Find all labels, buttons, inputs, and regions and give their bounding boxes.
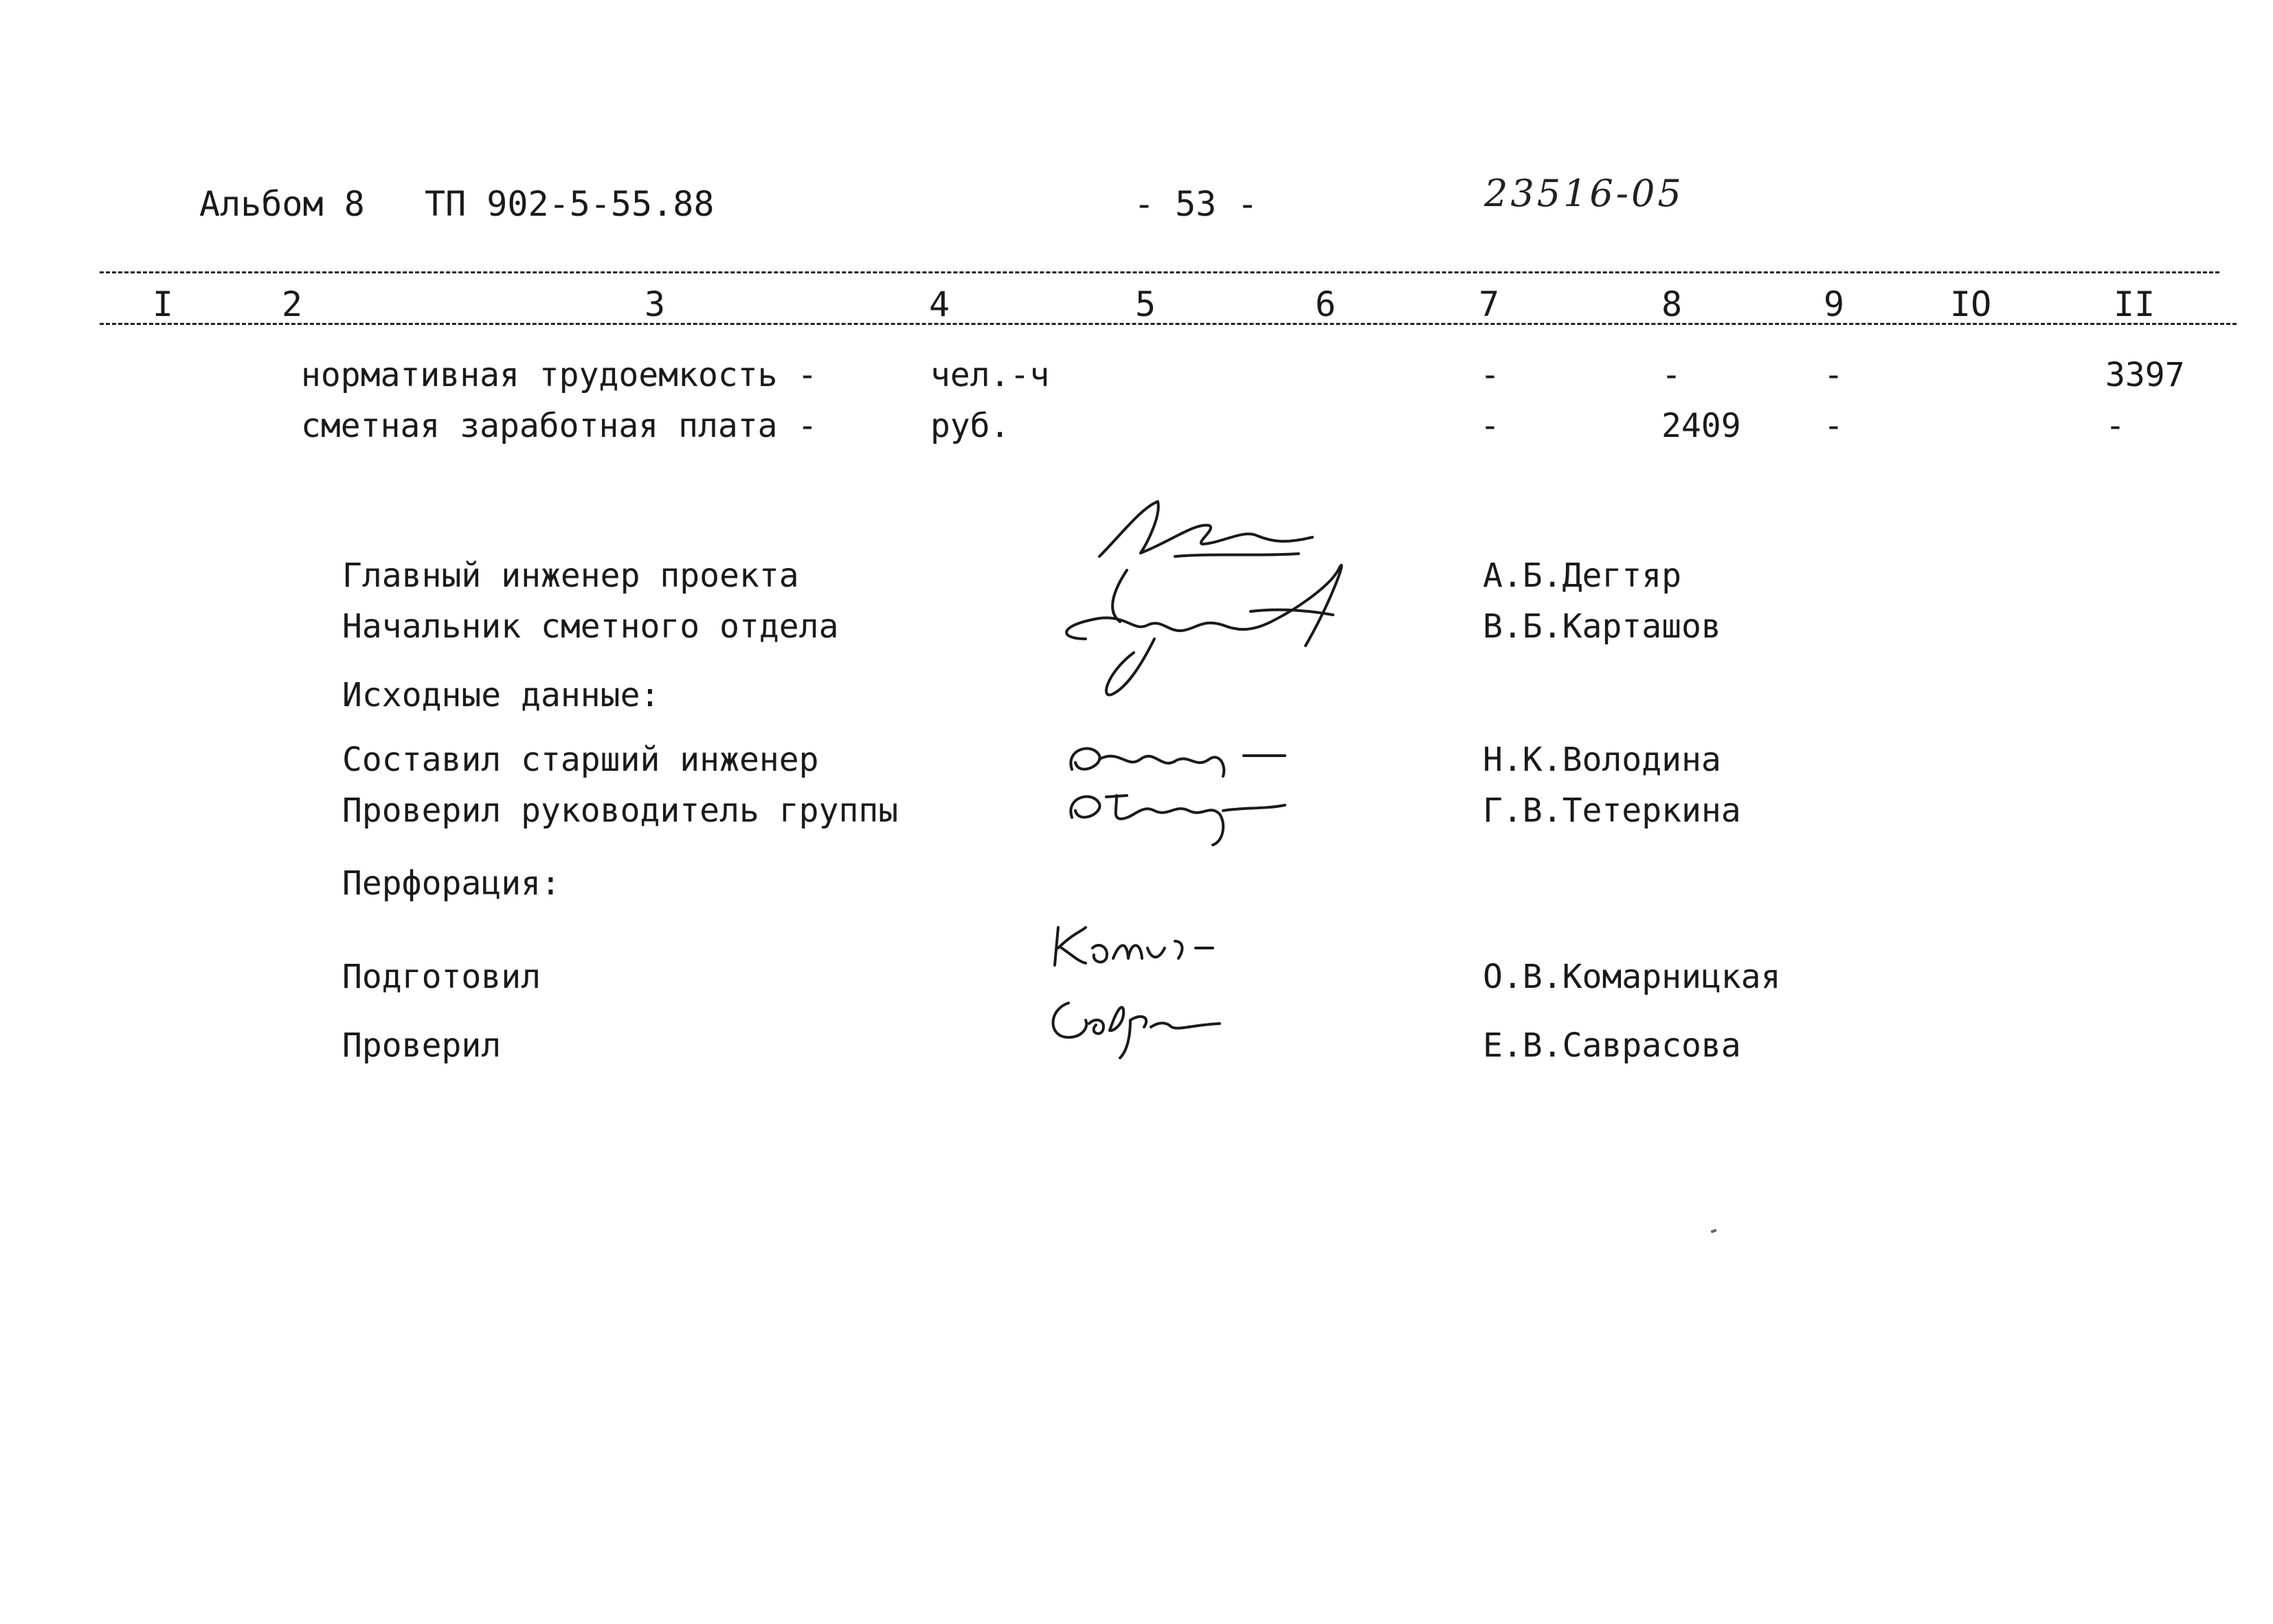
name-chief-engineer: А.Б.Дегтяр	[1483, 556, 1681, 595]
column-number: I	[153, 284, 174, 324]
page-number: - 53 -	[1134, 184, 1258, 224]
signature-prepared	[1044, 921, 1223, 975]
name-checked-group: Г.В.Тетеркина	[1483, 791, 1741, 830]
column-number: 7	[1479, 284, 1500, 324]
row-col8: -	[1661, 356, 1681, 394]
row-col9: -	[1824, 407, 1844, 445]
column-number: 4	[929, 284, 950, 324]
signature-estimate-head	[1044, 556, 1361, 708]
album-label: Альбом 8	[199, 184, 365, 224]
role-prepared: Подготовил	[342, 958, 541, 996]
column-number: IO	[1950, 284, 1992, 324]
row-col7: -	[1480, 356, 1500, 394]
row-unit: руб.	[930, 407, 1010, 445]
column-number: 9	[1824, 284, 1845, 324]
row-col8: 2409	[1661, 407, 1741, 445]
role-compiled: Составил старший инженер	[342, 741, 819, 779]
column-number: 2	[282, 284, 303, 324]
row-col7: -	[1480, 407, 1500, 445]
project-code: ТП 902-5-55.88	[425, 184, 715, 224]
table-header-rule	[100, 323, 2237, 325]
scan-speck	[1711, 1229, 1717, 1233]
name-estimate-head: В.Б.Карташов	[1483, 607, 1721, 646]
name-checked: Е.В.Саврасова	[1483, 1026, 1741, 1065]
column-number: II	[2114, 284, 2156, 324]
handwritten-document-number: 23516-05	[1484, 172, 1684, 215]
row-description: сметная заработная плата -	[301, 407, 818, 445]
source-data-heading: Исходные данные:	[342, 676, 660, 714]
signature-checked-group	[1058, 776, 1292, 852]
signature-checked	[1041, 989, 1233, 1065]
column-number: 6	[1315, 284, 1336, 324]
column-number: 3	[645, 284, 666, 324]
name-compiled: Н.К.Володина	[1483, 741, 1721, 779]
role-checked: Проверил	[342, 1026, 502, 1065]
role-checked-group: Проверил руководитель группы	[342, 791, 899, 830]
name-prepared: О.В.Комарницкая	[1483, 958, 1781, 996]
column-number: 8	[1661, 284, 1683, 324]
role-estimate-head: Начальник сметного отдела	[342, 607, 839, 646]
perforation-heading: Перфорация:	[342, 864, 561, 903]
row-unit: чел.-ч	[930, 356, 1050, 394]
column-number: 5	[1135, 284, 1156, 324]
row-col11: 3397	[2105, 356, 2185, 394]
row-description: нормативная трудоемкость -	[301, 356, 818, 394]
row-col11: -	[2105, 407, 2125, 445]
table-top-rule	[100, 271, 2219, 273]
row-col9: -	[1824, 356, 1844, 394]
role-chief-engineer: Главный инженер проекта	[342, 556, 799, 595]
